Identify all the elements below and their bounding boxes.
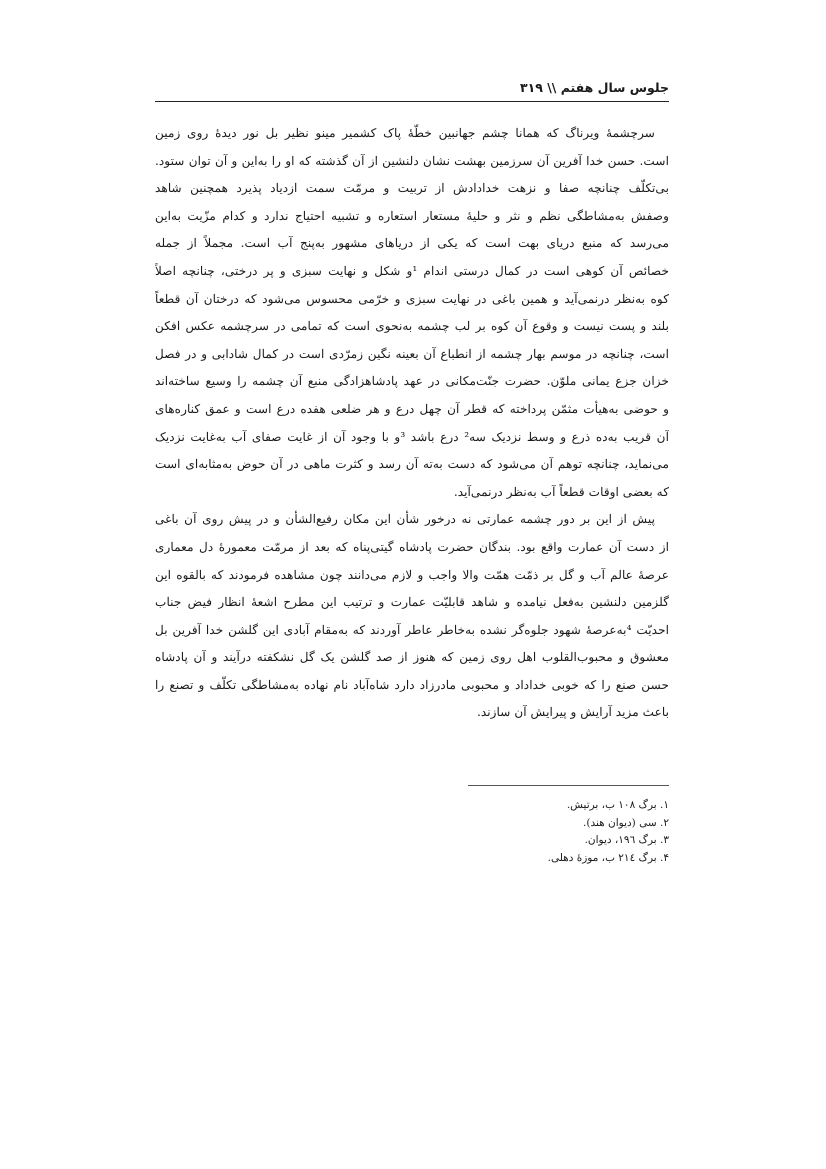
text-line: بلند و پست نیست و وقوع آن کوه بر لب چشمه به‌نحوی است که تمامی در سرچشمه عکس افکن [155,319,669,334]
text-line: سرچشمهٔ ویرناگ که همانا چشم جهانبین خطّهٔ پاک کشمیر مینو نظیر بل نور دیدهٔ روی زمین [155,126,655,140]
text-line: از دست آن عمارت واقع بود. بندگان حضرت پادشاه گیتی‌پناه که بعد از مرمّت معمورهٔ دل معماری [155,539,669,554]
text-line: عرصهٔ عالم آب و گل بر ذمّت همّت والا واجب و لازم می‌دانند چون مشاهده فرمودند که بالقوه این [155,567,669,582]
footnote-2: ۲. سی (دیوان هند). [583,816,669,829]
text-line: می‌نماید، چنانچه توهم آن می‌شود که دست به‌ته آن رسد و کثرت ماهی در آن حوض به‌مثابه‌ای است [155,457,669,472]
text-line: حسن صنع را که خوبی خداداد و محبوبی مادرزاد دارد شاه‌آباد نام نهاده به‌مشاطگی تکلّف و تصنع را [155,677,669,692]
paragraph-1 [155,120,669,506]
text-line: و حوضی به‌هیأت مثمّن پرداخته که قطر آن چهل درع و هر ضلعی هفده درع است و عمق کناره‌های [155,401,669,416]
text-line: خزان جزع یمانی ملوّن. حضرت جنّت‌مکانی در عهد پادشاهزادگی منبع آن چشمه را وسیع ساخته‌اند [155,374,669,389]
text-line: بی‌تکلّف چنانچه صفا و نزهت خدادادش از تربیت و مرمّت سمت ازدیاد پذیرد همچنین شاهد [155,181,669,196]
footnote-1: ۱. برگ ۱۰۸ ب، برتیش. [566,799,669,811]
paragraph-2 [155,506,669,727]
text-line: که بعضی اوقات قطعاً آب به‌نظر درنمی‌آید. [453,484,669,499]
text-line: باعث مزید آرایش و پیرایش آن سازند. [476,705,669,720]
text-line: خصائص آن کوهی است در کمال درستی اندام ¹و شکل و نهایت سبزی و پر درختی، چنانچه اصلاً [155,263,669,278]
text-line: کوه به‌نظر درنمی‌آید و همین باغی در نهایت سبزی و خرّمی محسوس می‌شود که درختان آن قطعاً [155,291,669,306]
text-line: آن قریب به‌ده ذرع و وسط نزدیک سه² درع باشد ³و با وجود آن از غایت صفای آب به‌غایت نزدیک [155,429,669,444]
text-line: معشوق و محبوب‌القلوب اهل روی زمین که هنوز از صد گلشن یک گل نشکفته درآیند و آن پادشاه [155,650,669,665]
header-rule [155,101,669,102]
footnote-separator [468,785,669,786]
footnote-4: ۴. برگ ۲۱٤ ب، موزهٔ دهلی. [547,851,669,864]
header-title: جلوس سال هفتم \\ ۳۱۹ [519,80,669,95]
text-line: وصفش به‌مشاطگی نظم و نثر و حلیهٔ مستعار استعاره و تشبیه احتیاج ندارد و کدام مزّیت به‌این [155,208,669,223]
text-line: است، چنانچه در موسم بهار چشمه از انطباع آن بعینه نگین زمرّدی است در کمال شادابی و در فصل [155,346,669,361]
text-line: پیش از این بر دور چشمه عمارتی نه درخور شأن این مکان رفیع‌الشأن و در پیش روی آن باغی [155,512,655,527]
main-text [155,120,669,727]
text-line: است. حسن خدا آفرین آن سرزمین بهشت نشان دلنشین از آن گذشته که او را به‌این و آن توان ستود. [155,153,669,168]
text-line: احدیّت ⁴به‌عرصهٔ شهود جلوه‌گر نشده به‌خاطر عاطر آوردند که به‌مقام آبادی این گلشن خدا آفرین بل [155,622,669,637]
footnotes [449,797,669,867]
text-line: می‌رسد که منبع دریای بهت است که یکی از دریاهای مشهور به‌پنج آب است. مجملاً از جمله [155,236,669,251]
running-header [155,78,669,102]
text-line: گلزمین دلنشین به‌فعل نیامده و شاهد قابلیّت عمارت و ترتیب این مطرح اشعهٔ انظار فیض جناب [155,595,669,610]
footnote-3: ۳. برگ ۱۹٦، دیوان. [584,834,669,847]
